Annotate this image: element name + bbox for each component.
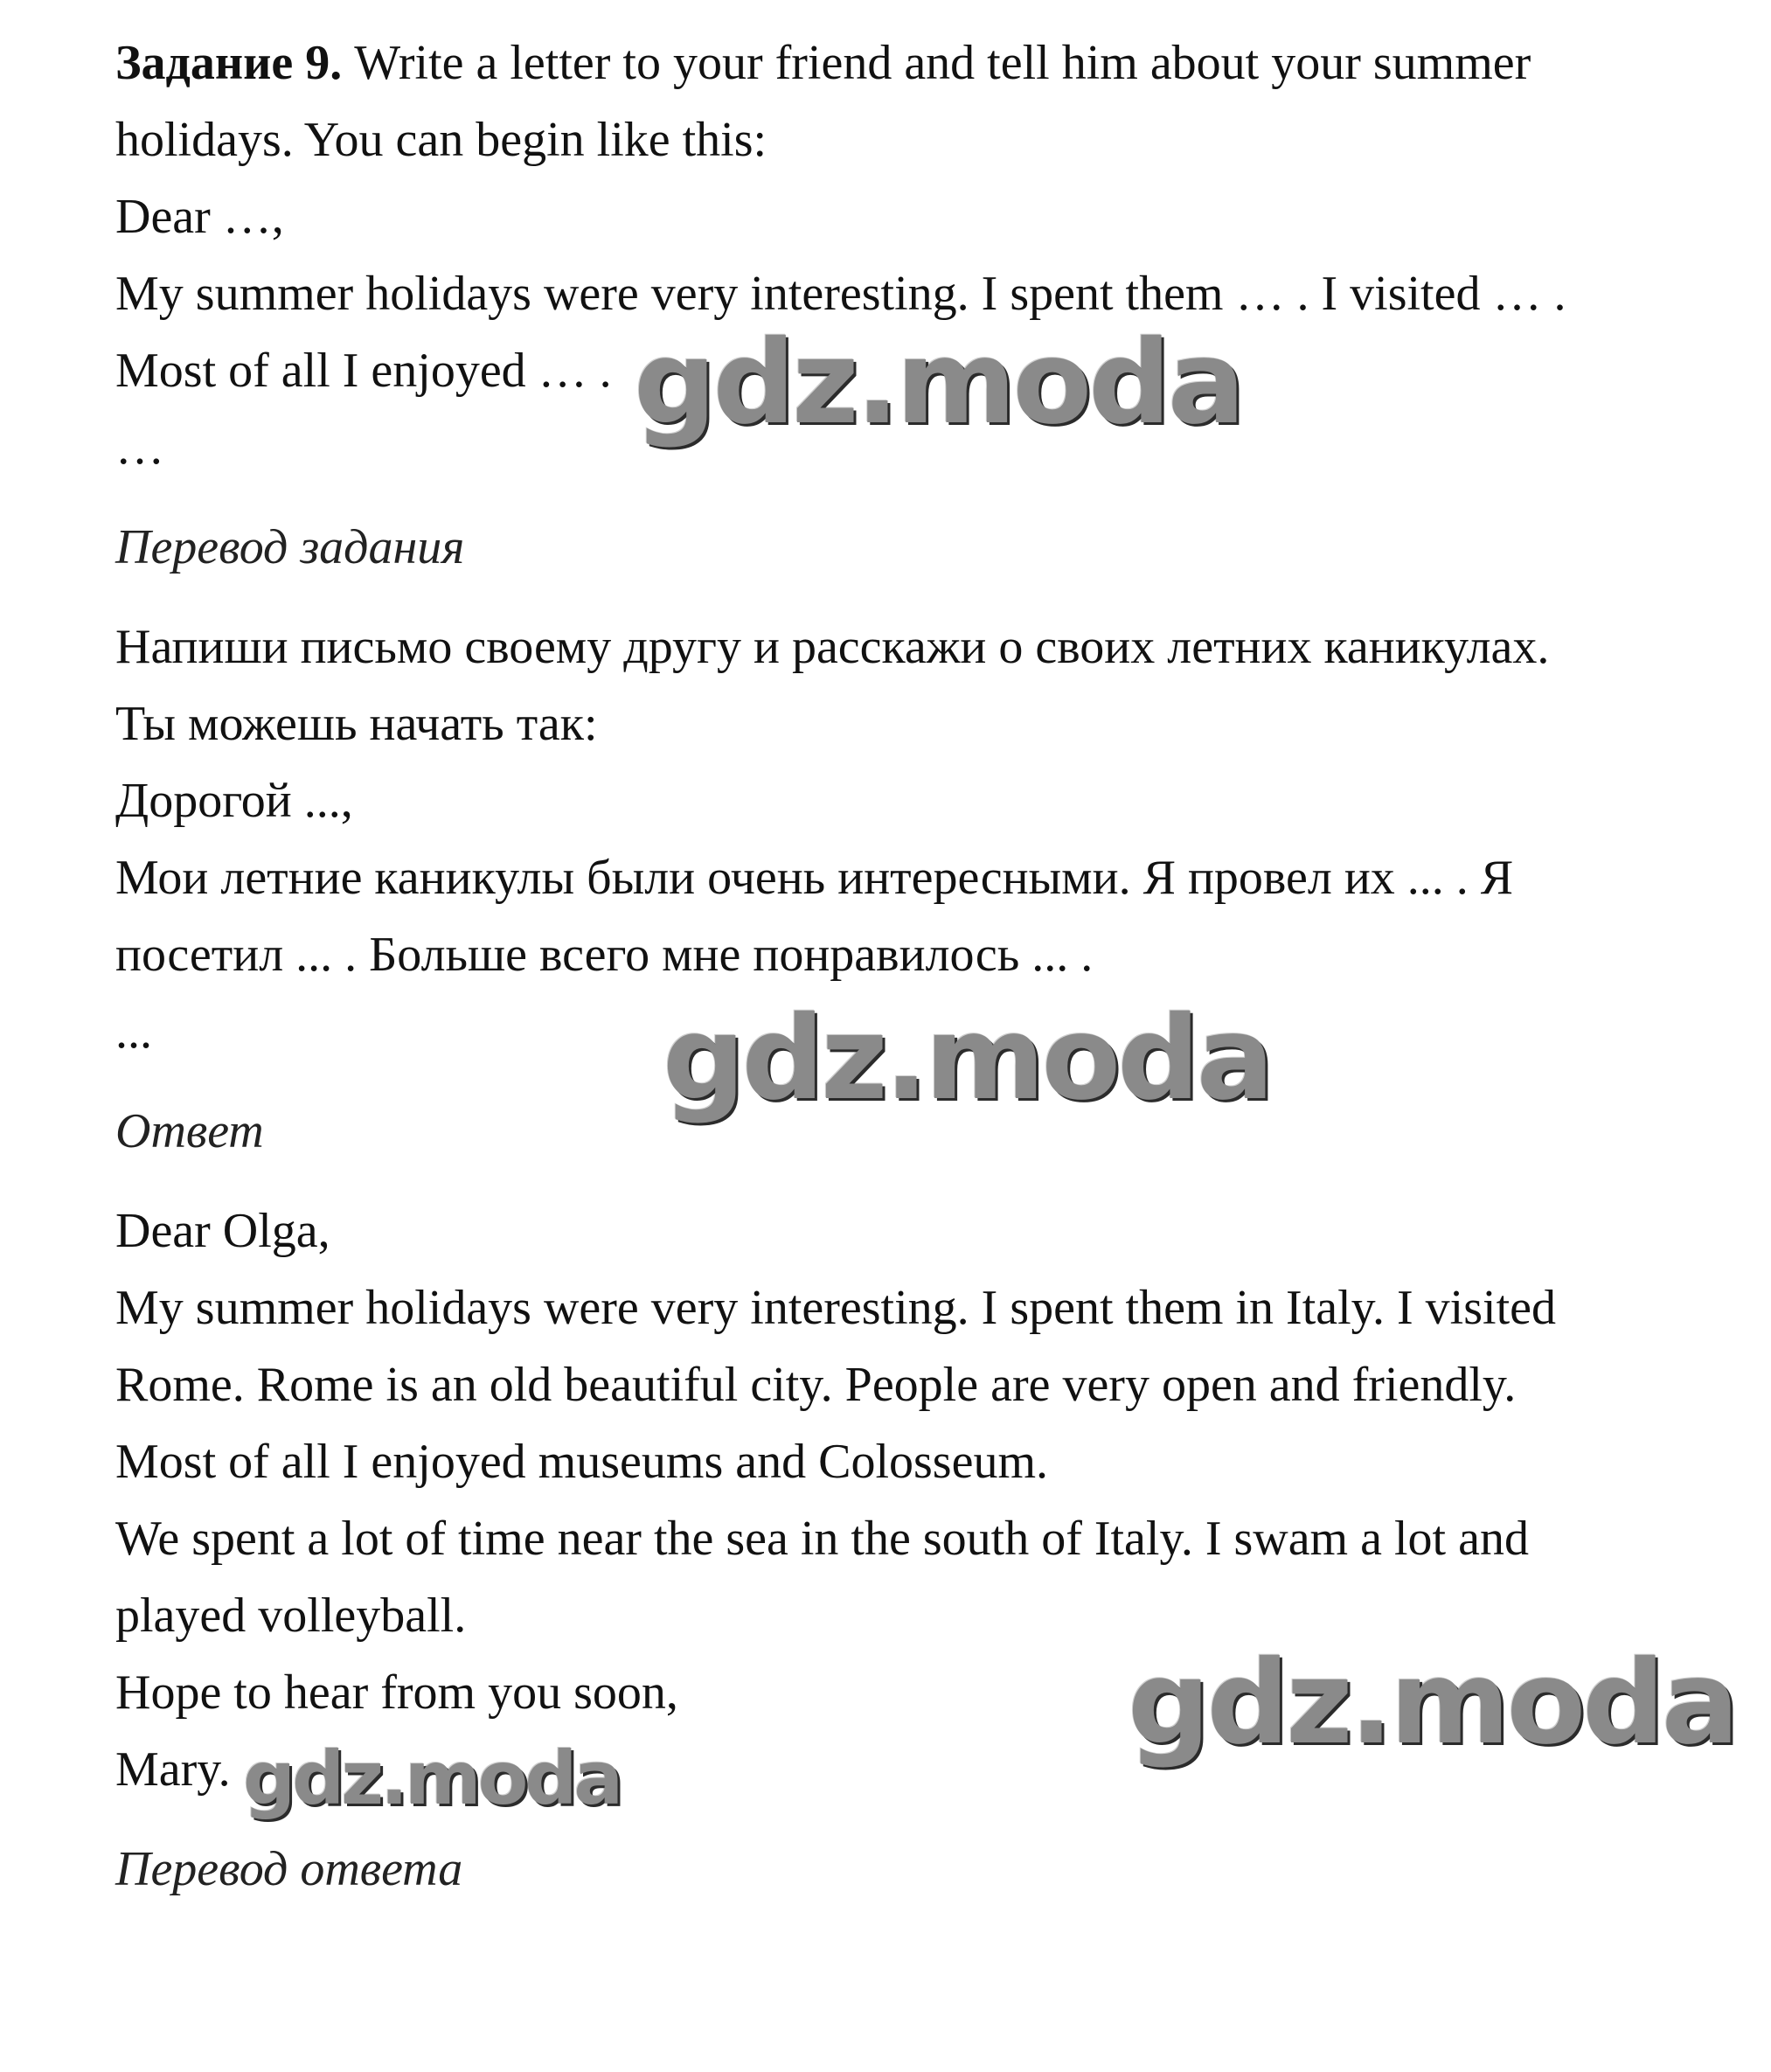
answer-line-7: Hope to hear from you soon, [115, 1665, 678, 1720]
answer-line-3: Rome. Rome is an old beautiful city. People are very open and friendly. [115, 1358, 1517, 1412]
answer-translation-heading: Перевод ответа [115, 1842, 463, 1896]
watermark-logo: gdz.moda [634, 316, 1242, 450]
task-translation-line-4: Мои летние каникулы были очень интересными. Я провел их ... . Я [115, 851, 1514, 905]
task-translation-line-6: ... [115, 1005, 152, 1059]
task-translation-line-1: Напиши письмо своему другу и расскажи о своих летних каникулах. [115, 620, 1550, 674]
task-template-ellipsis: … [115, 421, 164, 475]
task-line-2: holidays. You can begin like this: [115, 113, 767, 167]
task-number: Задание 9. [115, 36, 343, 90]
answer-line-1: Dear Olga, [115, 1204, 330, 1258]
task-text-1: Write a letter to your friend and tell him about your summer [342, 36, 1531, 90]
task-line-1 [115, 24, 1663, 101]
answer-line-4: Most of all I enjoyed museums and Colosseum. [115, 1435, 1049, 1489]
task-translation-line-5: посетил ... . Больше всего мне понравилось ... . [115, 928, 1094, 982]
task-translation-line-2: Ты можешь начать так: [115, 697, 598, 751]
task-template-greeting: Dear …, [115, 190, 284, 244]
watermark-logo: gdz.moda [243, 1735, 621, 1821]
task-template-line-2: Most of all I enjoyed … . [115, 344, 612, 398]
task-template-line-1: My summer holidays were very interesting. I spent them … . I visited … . [115, 267, 1566, 321]
answer-line-2: My summer holidays were very interesting. I spent them in Italy. I visited [115, 1281, 1557, 1335]
task-translation-line-3: Дорогой ..., [115, 774, 353, 828]
watermark-logo: gdz.moda [1128, 1636, 1736, 1770]
answer-heading: Ответ [115, 1104, 264, 1158]
answer-line-5: We spent a lot of time near the sea in the south of Italy. I swam a lot and [115, 1512, 1529, 1566]
task-translation-heading: Перевод задания [115, 520, 465, 574]
answer-line-6: played volleyball. [115, 1589, 467, 1643]
document-page [115, 24, 1663, 1908]
answer-line-8: Mary. [115, 1742, 231, 1797]
watermark-logo: gdz.moda [663, 991, 1271, 1126]
